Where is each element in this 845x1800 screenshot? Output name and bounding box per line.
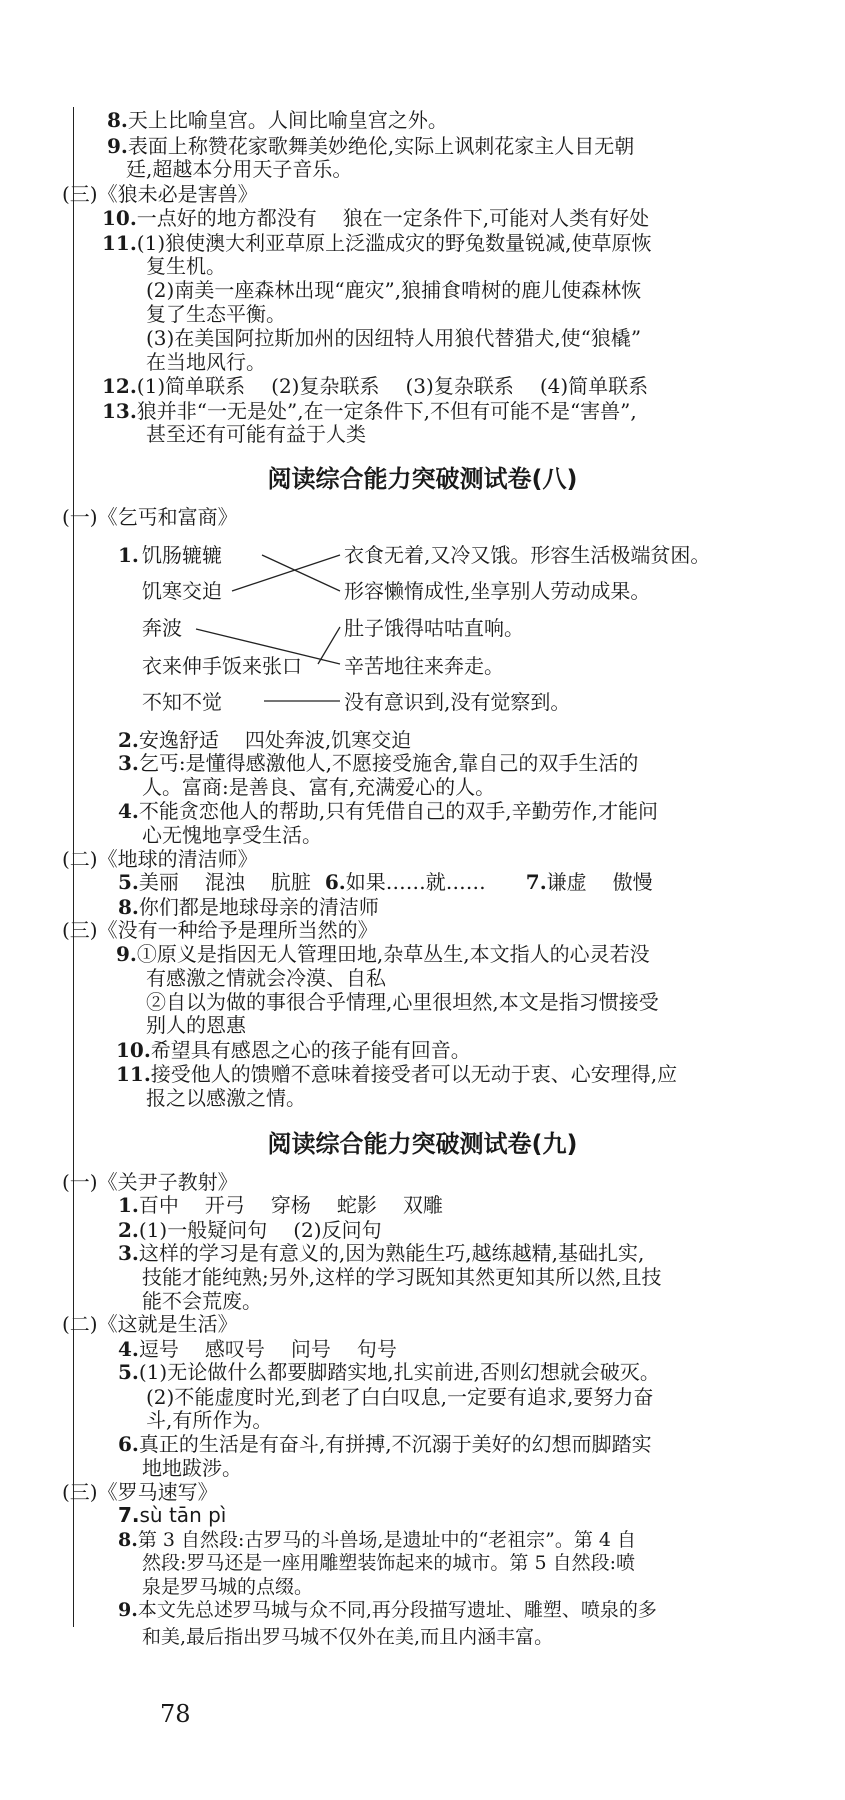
answer-line: 然段:罗马还是一座用雕塑装饰起来的城市。第 5 自然段:喷: [142, 1552, 635, 1574]
match-number: 1.: [118, 543, 139, 567]
match-right-item: 衣食无着,又冷又饿。形容生活极端贫困。: [344, 543, 711, 567]
answer-line: ②自以为做的事很合乎情理,心里很坦然,本文是指习惯接受: [146, 990, 659, 1014]
test-title: 阅读综合能力突破测试卷(九): [267, 1130, 578, 1158]
match-left-item: 不知不觉: [142, 690, 222, 714]
answer-line: 9.本文先总述罗马城与众不同,再分段描写遗址、雕塑、喷泉的多: [118, 1599, 657, 1621]
answer-line: 3.乞丐:是懂得感激他人,不愿接受施舍,靠自己的双手生活的: [118, 751, 639, 775]
answer-line: 4.逗号 感叹号 问号 句号: [118, 1337, 397, 1361]
answer-line: 9.表面上称赞花家歌舞美妙绝伦,实际上讽刺花家主人目无朝: [107, 134, 635, 158]
answer-line: 报之以感激之情。: [146, 1086, 306, 1110]
answer-line: 在当地风行。: [146, 350, 266, 374]
answer-line: 廷,超越本分用天子音乐。: [126, 157, 353, 181]
answer-line: 8.天上比喻皇宫。人间比喻皇宫之外。: [107, 108, 448, 132]
answer-line: 复生机。: [146, 254, 226, 278]
answer-line: 3.这样的学习是有意义的,因为熟能生巧,越练越精,基础扎实,: [118, 1241, 645, 1265]
section-heading: (三)《没有一种给予是理所当然的》: [62, 918, 378, 942]
section-heading: (一)《关尹子教射》: [62, 1170, 238, 1194]
match-line: [232, 555, 340, 591]
answer-line: 和美,最后指出罗马城不仅外在美,而且内涵丰富。: [142, 1626, 554, 1648]
answer-line: 斗,有所作为。: [146, 1408, 273, 1432]
answer-line: 8.你们都是地球母亲的清洁师: [118, 895, 379, 919]
match-line: [262, 555, 340, 591]
match-left-item: 饥寒交迫: [142, 579, 222, 603]
answer-line: 7.sù tān pì: [118, 1503, 227, 1527]
answer-line: 5.(1)无论做什么都要脚踏实地,扎实前进,否则幻想就会破灭。: [118, 1360, 660, 1384]
match-right-item: 肚子饿得咕咕直响。: [344, 616, 524, 640]
answer-line: 6.真正的生活是有奋斗,有拼搏,不沉溺于美好的幻想而脚踏实: [118, 1432, 652, 1456]
match-left-item: 衣来伸手饭来张口: [142, 654, 302, 678]
answer-line: (2)不能虚度时光,到老了白白叹息,一定要有追求,要努力奋: [146, 1385, 654, 1409]
section-heading: (三)《罗马速写》: [62, 1480, 218, 1504]
answer-line: 别人的恩惠: [146, 1013, 246, 1037]
section-heading: (二)《地球的清洁师》: [62, 847, 258, 871]
answer-line: (2)南美一座森林出现“鹿灾”,狼捕食啃树的鹿儿使森林恢: [146, 278, 642, 302]
match-right-item: 辛苦地往来奔走。: [344, 654, 504, 678]
answer-line: 甚至还有可能有益于人类: [146, 422, 366, 446]
answer-line: 5.美丽 混浊 肮脏 6.如果……就…… 7.谦虚 傲慢: [118, 870, 653, 894]
section-heading: (三)《狼未必是害兽》: [62, 182, 258, 206]
match-line: [318, 627, 340, 664]
answer-line: 11.接受他人的馈赠不意味着接受者可以无动于衷、心安理得,应: [116, 1062, 678, 1086]
answer-line: 10.希望具有感恩之心的孩子能有回音。: [116, 1038, 471, 1062]
answer-line: 1.百中 开弓 穿杨 蛇影 双雕: [118, 1193, 443, 1217]
answer-line: 11.(1)狼使澳大利亚草原上泛滥成灾的野兔数量锐减,使草原恢: [102, 231, 652, 255]
answer-line: 2.(1)一般疑问句 (2)反问句: [118, 1218, 382, 1242]
answer-line: 泉是罗马城的点缀。: [142, 1576, 314, 1598]
answer-line: 9.①原义是指因无人管理田地,杂草丛生,本文指人的心灵若没: [116, 942, 650, 966]
section-heading: (二)《这就是生活》: [62, 1312, 238, 1336]
answer-line: 技能才能纯熟;另外,这样的学习既知其然更知其所以然,且技: [142, 1265, 662, 1289]
answer-line: 10.一点好的地方都没有 狼在一定条件下,可能对人类有好处: [102, 206, 650, 230]
answer-line: 能不会荒废。: [142, 1289, 262, 1313]
answer-line: 人。富商:是善良、富有,充满爱心的人。: [142, 775, 496, 799]
match-line: [196, 629, 340, 664]
answer-line: 8.第 3 自然段:古罗马的斗兽场,是遗址中的“老祖宗”。第 4 自: [118, 1529, 637, 1551]
answer-line: 2.安逸舒适 四处奔波,饥寒交迫: [118, 728, 412, 752]
answer-line: 13.狼并非“一无是处”,在一定条件下,不但有可能不是“害兽”,: [102, 399, 637, 423]
answer-line: (3)在美国阿拉斯加州的因纽特人用狼代替猎犬,使“狼橇”: [146, 326, 642, 350]
answer-line: 心无愧地享受生活。: [142, 823, 322, 847]
section-heading: (一)《乞丐和富商》: [62, 505, 238, 529]
answer-line: 12.(1)简单联系 (2)复杂联系 (3)复杂联系 (4)简单联系: [102, 374, 649, 398]
answer-line: 4.不能贪恋他人的帮助,只有凭借自己的双手,辛勤劳作,才能问: [118, 799, 658, 823]
answer-line: 有感激之情就会冷漠、自私: [146, 966, 386, 990]
match-right-item: 没有意识到,没有觉察到。: [344, 690, 571, 714]
match-right-item: 形容懒惰成性,坐享别人劳动成果。: [344, 579, 651, 603]
page-number: 78: [160, 1700, 191, 1728]
match-left-item: 饥肠辘辘: [142, 543, 222, 567]
answer-line: 复了生态平衡。: [146, 302, 286, 326]
match-left-item: 奔波: [142, 616, 182, 640]
test-title: 阅读综合能力突破测试卷(八): [267, 465, 578, 493]
answer-line: 地地跋涉。: [142, 1456, 242, 1480]
